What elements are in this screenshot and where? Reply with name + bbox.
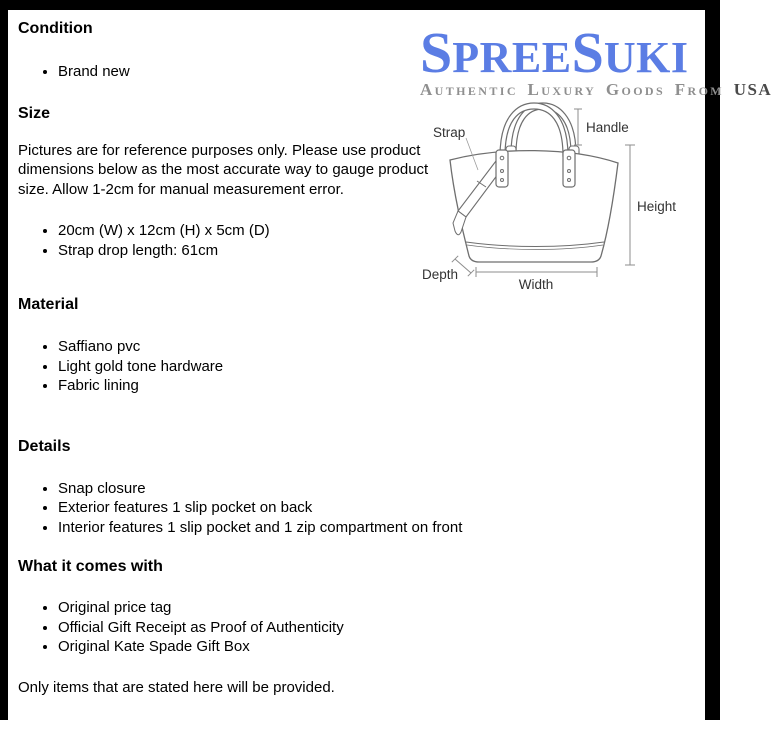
bag-body [450, 151, 618, 262]
list-item: • Snap closure [58, 479, 705, 499]
section-heading-condition: Condition [18, 20, 93, 37]
list-item: • Original Kate Spade Gift Box [58, 637, 705, 657]
brand-tagline [420, 80, 772, 100]
brand-letters: PREE [452, 33, 572, 82]
width-measure [476, 267, 597, 277]
list-item: • Exterior features 1 slip pocket on back [58, 498, 705, 518]
material-list [18, 337, 705, 396]
brand-wordmark [420, 20, 714, 85]
section-heading-material: Material [18, 296, 79, 313]
list-item: • Original price tag [58, 598, 705, 618]
depth-label: Depth [422, 267, 459, 282]
brand-letter: S [420, 20, 453, 85]
bag-measurement-diagram [420, 101, 712, 306]
strap-label: Strap [433, 125, 466, 140]
list-item: • Brand new [58, 62, 705, 82]
handle-label: Handle [586, 120, 629, 135]
list-item: • Official Gift Receipt as Proof of Authenticity [58, 618, 705, 638]
list-item: • Saffiano pvc [58, 337, 705, 357]
section-heading-size: Size [18, 104, 51, 122]
list-item: • Strap drop length: 61cm [58, 241, 705, 261]
details-list [18, 479, 705, 538]
brand-letter: S [571, 20, 604, 85]
height-measure [625, 145, 635, 265]
tagline-text: Authentic Luxury Goods From [420, 80, 725, 99]
list-item: • 20cm (W) x 12cm (H) x 5cm (D) [58, 221, 705, 241]
list-item: • Interior features 1 slip pocket and 1 zip compartment on front [58, 518, 705, 538]
height-label: Height [637, 199, 677, 214]
what-it-comes-with-list [18, 598, 705, 657]
bag-diagram-svg [420, 101, 712, 306]
tagline-usa: USA [733, 80, 772, 99]
size-disclaimer-paragraph: Pictures are for reference purposes only. Please use product dimensions below as the most accurate way to gauge product size. Allow 1-2cm for manual measurement error. [18, 141, 429, 198]
list-item: • Light gold tone hardware [58, 357, 705, 377]
list-item: • Fabric lining [58, 376, 705, 396]
footer-note: Only items that are stated here will be provided. [18, 678, 335, 696]
seller-logo [420, 20, 772, 102]
section-heading-details: Details [18, 437, 71, 455]
brand-letters: UKI [603, 33, 689, 82]
width-label: Width [518, 277, 554, 292]
section-heading-what-it-comes-with: What it comes with [18, 558, 163, 575]
content-area [8, 19, 772, 729]
